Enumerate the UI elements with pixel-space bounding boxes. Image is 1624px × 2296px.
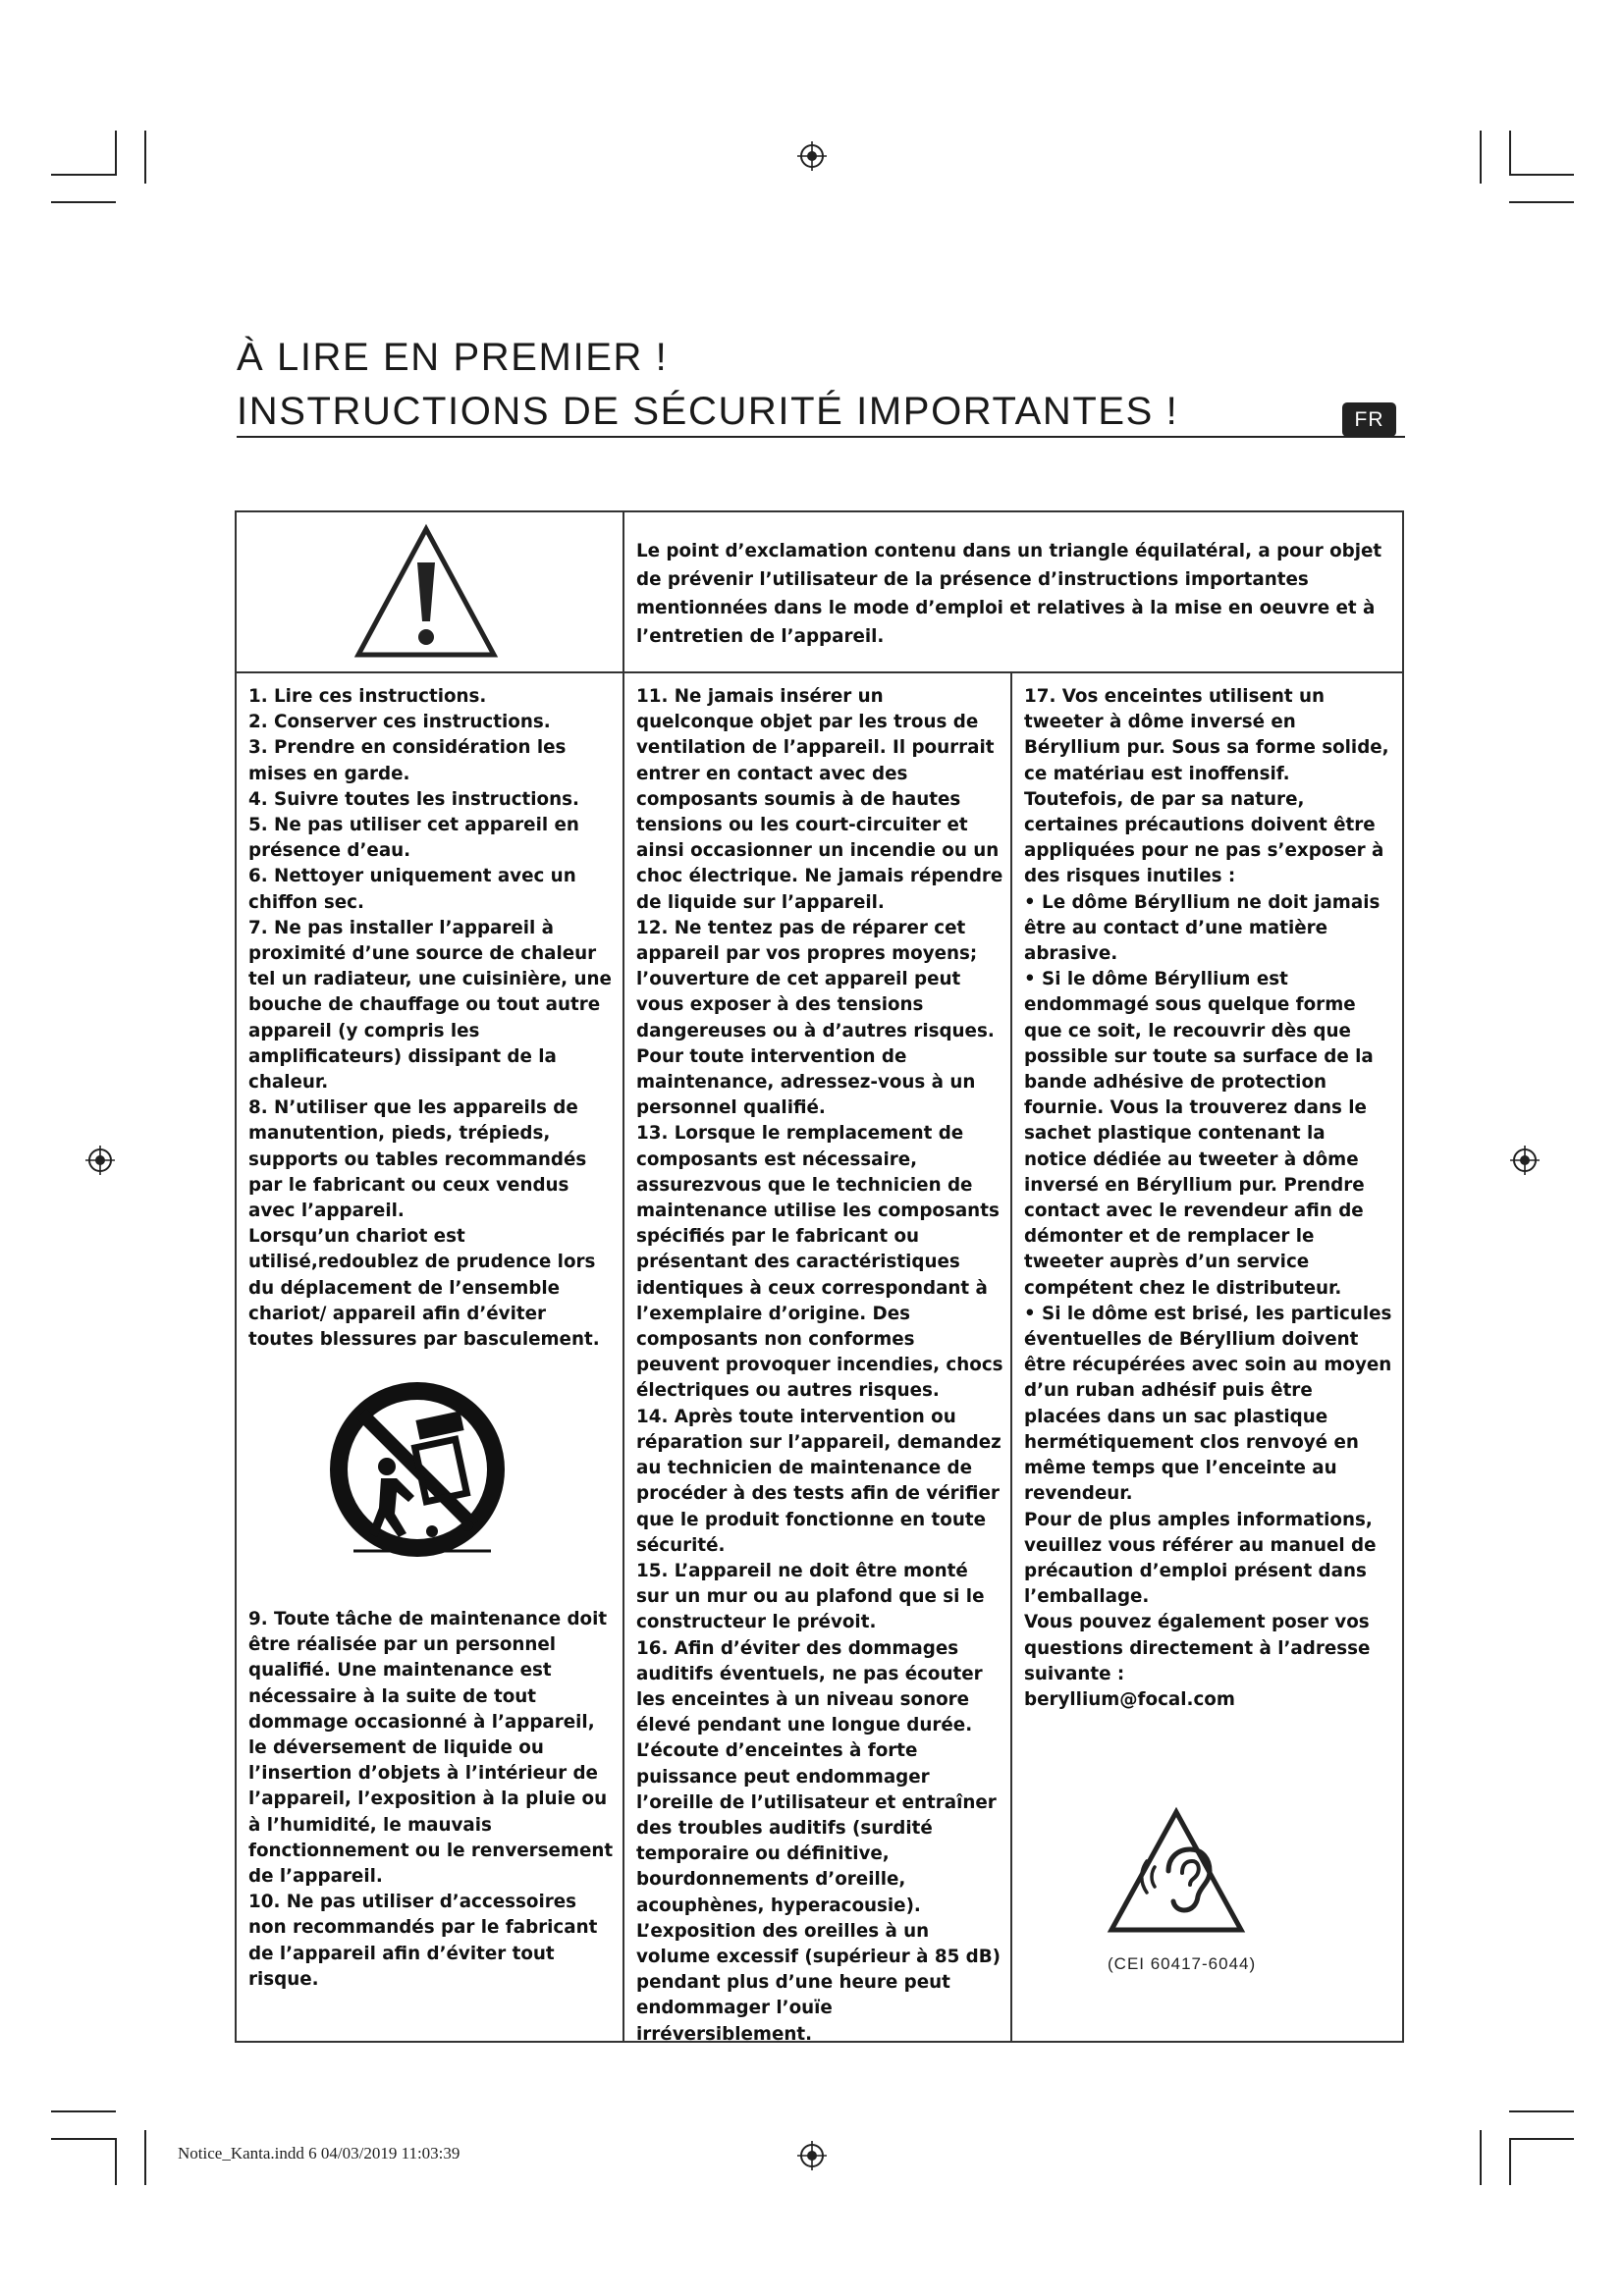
cart-tip-over-warning-icon — [324, 1376, 511, 1563]
crop-mark — [1509, 2110, 1574, 2112]
instruction-item: 13. Lorsque le remplacement de composants est nécessaire, assurezvous que le technicien de maintenance utilise les composants spécifiés par le fabricant ou présentant des caractéristiques identiques à ceux correspondant à l’exemplaire d’origine. Des composants non conformes peuvent provoquer incendies, chocs électriques ou autres risques. — [636, 1123, 1003, 1402]
table-divider — [623, 512, 624, 2041]
instruction-item: 3. Prendre en considération les mises en garde. — [248, 737, 567, 784]
instruction-item: • Le dôme Béryllium ne doit jamais être au contact d’une matière abrasive. — [1024, 891, 1380, 965]
crop-mark — [51, 201, 116, 203]
instruction-item: 10. Ne pas utiliser d’accessoires non recommandés par le fabricant de l’appareil afin d’éviter tout risque. — [248, 1892, 598, 1990]
contact-email: beryllium@focal.com — [1024, 1688, 1235, 1710]
instruction-item: 12. Ne tentez pas de réparer cet appareil par vos propres moyens; l’ouverture de cet appareil peut vous exposer à des tensions dangereuses ou à d’autres risques. Pour toute intervention de maintenance, adressez-vous à un personnel qualifié. — [636, 917, 995, 1119]
instructions-column-1-bottom — [248, 1607, 617, 1993]
instruction-item: Lorsqu’un chariot est utilisé,redoublez de prudence lors du déplacement de l’ensemble chariot/ appareil afin d’éviter toutes blessures par basculement. — [248, 1226, 600, 1351]
table-divider — [237, 671, 1402, 673]
crop-mark — [1509, 2138, 1511, 2185]
exclamation-triangle-icon — [352, 523, 500, 661]
crop-mark — [115, 131, 117, 176]
instruction-item: 7. Ne pas installer l’appareil à proximité d’une source de chaleur tel un radiateur, une cuisinière, une bouche de chauffage ou tout autre appareil (y compris les amplificateurs) dissipant de la chaleur. — [248, 917, 612, 1094]
instruction-item: 6. Nettoyer uniquement avec un chiffon sec. — [248, 866, 576, 913]
instruction-item: 16. Afin d’éviter des dommages auditifs éventuels, ne pas écouter les enceintes à un niveau sonore élevé pendant une longue durée. L’écoute d’enceintes à forte puissance peut endommager l’oreille de l’utilisateur et entraîner des troubles auditifs (surdité temporaire ou définitive, bourdonnements d’oreille, acouphènes, hyperacousie). L’exposition des oreilles à un volume excessif (supérieur à 85 dB) pendant plus d’une heure peut endommager l’ouïe irréversiblement. — [636, 1637, 1001, 2045]
instructions-column-3 — [1024, 684, 1392, 1713]
crop-mark — [144, 2130, 146, 2185]
instructions-column-2 — [636, 684, 1003, 2048]
page-title-line-2: INSTRUCTIONS DE SÉCURITÉ IMPORTANTES ! — [237, 390, 1179, 433]
crop-mark — [1509, 2138, 1574, 2140]
instruction-item: 15. L’appareil ne doit être monté sur un mur ou au plafond que si le constructeur le prévoit. — [636, 1560, 985, 1633]
page-title-line-1: À LIRE EN PREMIER ! — [237, 336, 669, 379]
hearing-symbol-caption: (CEI 60417-6044) — [1108, 1954, 1257, 1973]
instruction-item: • Si le dôme est brisé, les particules éventuelles de Béryllium doivent être récupérées avec soin au moyen d’un ruban adhésif puis être placées dans un sac plastique hermétiquement clos renvoyé en même temps que l’enceinte au revendeur. — [1024, 1303, 1392, 1505]
instruction-item: 1. Lire ces instructions. — [248, 686, 487, 707]
instruction-item: • Si le dôme Béryllium est endommagé sous quelque forme que ce soit, le recouvrir dès que possible sur toute sa surface de la bande adhésive de protection fournie. Vous la trouverez dans le sachet plastique contenant la notice dédiée au tweeter à dôme inversé en Béryllium pur. Prendre contact avec le revendeur afin de démonter et de remplacer le tweeter auprès d’un service compétent chez le distributeur. — [1024, 969, 1374, 1299]
crop-mark — [51, 2138, 116, 2140]
instruction-item: 11. Ne jamais insérer un quelconque objet par les trous de ventilation de l’appareil. Il pourrait entrer en contact avec des composants soumis à de hautes tensions ou les court-circuiter et ainsi occasionner un incendie ou un choc électrique. Ne jamais répendre de liquide sur l’appareil. — [636, 686, 1003, 913]
table-divider — [1010, 673, 1012, 2041]
crop-mark — [115, 2138, 117, 2185]
instruction-item: 8. N’utiliser que les appareils de manutention, pieds, trépieds, supports ou tables recommandés par le fabricant ou ceux vendus avec l’appareil. — [248, 1097, 587, 1222]
crop-mark — [1480, 131, 1482, 184]
crop-mark — [144, 131, 146, 184]
registration-mark-icon — [796, 140, 828, 172]
crop-mark — [1509, 174, 1574, 176]
instruction-item: Pour de plus amples informations, veuillez vous référer au manuel de précaution d’emploi présent dans l’emballage. — [1024, 1509, 1377, 1608]
registration-mark-icon — [84, 1145, 116, 1176]
instructions-column-1 — [248, 684, 617, 1353]
instruction-item: 5. Ne pas utiliser cet appareil en présence d’eau. — [248, 815, 579, 862]
instruction-item: 9. Toute tâche de maintenance doit être réalisée par un personnel qualifié. Une maintenance est nécessaire à la suite de tout dommage occasionné à l’appareil, le déversement de liquide ou l’insertion d’objets à l’intérieur de l’appareil, l’exposition à la pluie ou à l’humidité, le mauvais fonctionnement ou le renversement de l’appareil. — [248, 1609, 614, 1888]
instruction-item: 17. Vos enceintes utilisent un tweeter à dôme inversé en Béryllium pur. Sous sa forme solide, ce matériau est inoffensif. Toutefois, de par sa nature, certaines précautions doivent être appliquées pour ne pas s’exposer à des risques inutiles : — [1024, 686, 1389, 887]
instruction-item: Vous pouvez également poser vos questions directement à l’adresse suivante : — [1024, 1612, 1371, 1684]
exclamation-explanation: Le point d’exclamation contenu dans un triangle équilatéral, a pour objet de prévenir l’utilisateur de la présence d’instructions importantes mentionnées dans le mode d’emploi et relatives à la mise en oeuvre et à l’entretien de l’appareil. — [636, 541, 1382, 647]
hearing-warning-icon — [1106, 1806, 1247, 1936]
language-badge: FR — [1342, 402, 1396, 437]
instruction-item: 2. Conserver ces instructions. — [248, 712, 551, 733]
crop-mark — [1509, 131, 1511, 176]
crop-mark — [51, 2110, 116, 2112]
title-underline — [237, 436, 1405, 438]
registration-mark-icon — [796, 2140, 828, 2171]
file-info-footer: Notice_Kanta.indd 6 04/03/2019 11:03:39 — [178, 2144, 460, 2163]
registration-mark-icon — [1509, 1145, 1541, 1176]
crop-mark — [1480, 2130, 1482, 2185]
crop-mark — [1509, 201, 1574, 203]
crop-mark — [51, 174, 116, 176]
instruction-item: 14. Après toute intervention ou réparation sur l’appareil, demandez au technicien de maintenance de procéder à des tests afin de vérifier que le produit fonctionne en toute sécurité. — [636, 1406, 1001, 1556]
instruction-item: 4. Suivre toutes les instructions. — [248, 788, 579, 810]
